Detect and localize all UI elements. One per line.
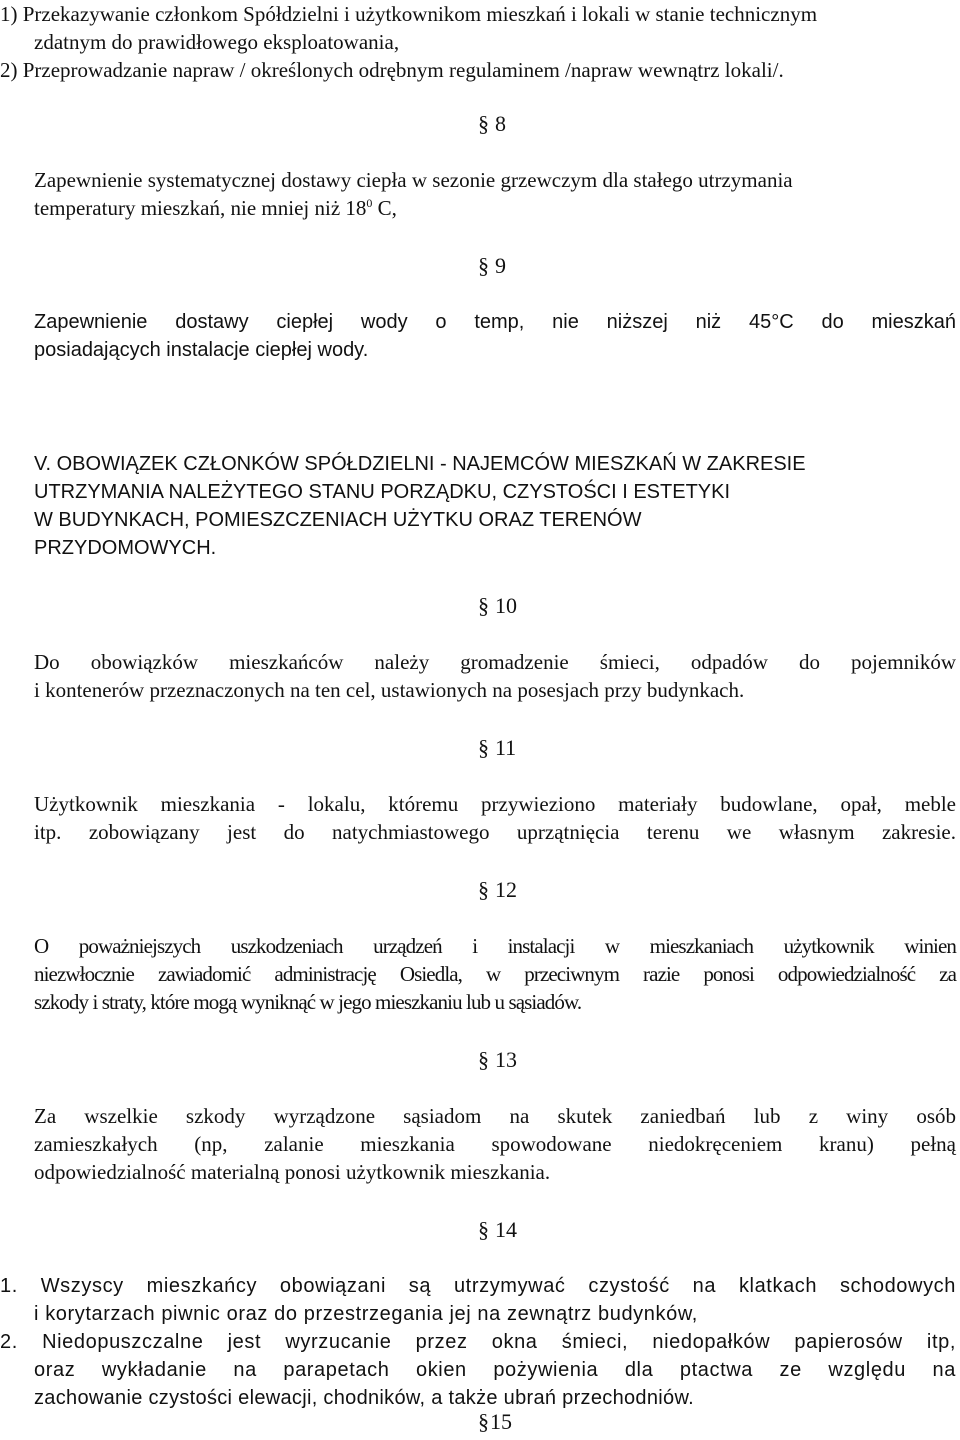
section-mark: § <box>478 735 489 760</box>
chapter-v-line-2: UTRZYMANIA NALEŻYTEGO STANU PORZĄDKU, CZYSTOŚCI I ESTETYKI <box>34 481 731 503</box>
section-11-paragraph <box>34 790 956 846</box>
section-10-line-2: i kontenerów przeznaczonych na ten cel, ustawionych na posesjach przy budynkach. <box>34 678 745 702</box>
intro-line-1: 1) Przekazywanie członkom Spółdzielni i użytkownikom mieszkań i lokali w stanie technicznym <box>0 2 818 26</box>
section-11-line-1: Użytkownik mieszkania - lokalu, któremu przywieziono materiały budowlane, opał, meble <box>34 792 956 816</box>
section-mark: § <box>478 593 489 618</box>
section-9-paragraph <box>34 308 956 364</box>
section-mark: § <box>478 253 489 278</box>
section-mark: § <box>478 1047 489 1072</box>
section-13-heading <box>478 1046 517 1074</box>
intro-line-3: 2) Przeprowadzanie napraw / określonych odrębnym regulaminem /napraw wewnątrz lokali/. <box>0 58 784 82</box>
section-mark: § <box>478 877 489 902</box>
section-number: 15 <box>490 1409 512 1434</box>
section-12-heading <box>478 876 517 904</box>
section-13-line-1: Za wszelkie szkody wyrządzone sąsiadom na skutek zaniedbań lub z winy osób <box>34 1104 956 1128</box>
section-14-list <box>0 1272 956 1412</box>
section-10-line-1: Do obowiązków mieszkańców należy gromadzenie śmieci, odpadów do pojemników <box>34 650 956 674</box>
section-12-line-2: niezwłocznie zawiadomić administrację Osiedla, w przeciwnym razie ponosi odpowiedzialność za <box>34 962 956 986</box>
section-11-heading <box>478 734 516 762</box>
section-9-line-1: Zapewnienie dostawy ciepłej wody o temp, nie niższej niż 45°C do mieszkań <box>34 311 956 333</box>
section-8-line-2: temperatury mieszkań, nie mniej niż $18^0$ C, <box>34 196 397 220</box>
section-mark: § <box>478 1409 489 1434</box>
section-13-line-2: zamieszkałych (np, zalanie mieszkania spowodowane niedokręceniem kranu) pełną <box>34 1132 956 1156</box>
section-14-item-1-line-1: 1. Wszyscy mieszkańcy obowiązani są utrzymywać czystość na klatkach schodowych <box>0 1275 956 1297</box>
section-14-item-2-line-2: oraz wykładanie na parapetach okien pożywienia dla ptactwa ze względu na <box>34 1359 956 1381</box>
section-10-heading <box>478 592 517 620</box>
section-12-line-3: szkody i straty, które mogą wyniknąć w jego mieszkaniu lub u sąsiadów. <box>34 990 582 1014</box>
chapter-v-line-3: W BUDYNKACH, POMIESZCZENIACH UŻYTKU ORAZ TERENÓW <box>34 509 642 531</box>
section-12-paragraph <box>34 932 956 1016</box>
section-number: 13 <box>495 1047 517 1072</box>
chapter-v-line-1: V. OBOWIĄZEK CZŁONKÓW SPÓŁDZIELNI - NAJEMCÓW MIESZKAŃ W ZAKRESIE <box>34 453 806 475</box>
section-number: 8 <box>495 111 506 136</box>
section-number: 14 <box>495 1217 517 1242</box>
section-14-heading <box>478 1216 517 1244</box>
section-9-line-2: posiadających instalacje ciepłej wody. <box>34 339 369 361</box>
section-10-paragraph <box>34 648 956 704</box>
section-number: 11 <box>495 735 517 760</box>
section-12-line-1: O poważniejszych uszkodzeniach urządzeń i instalacji w mieszkaniach użytkownik winien <box>34 934 956 958</box>
section-14-item-2-line-1: 2. Niedopuszczalne jest wyrzucanie przez okna śmieci, niedopałków papierosów itp, <box>0 1331 956 1353</box>
section-15-heading <box>478 1408 512 1436</box>
section-number: 9 <box>495 253 506 278</box>
section-13-line-3: odpowiedzialność materialną ponosi użytkownik mieszkania. <box>34 1160 551 1184</box>
section-11-line-2: itp. zobowiązany jest do natychmiastowego uprzątnięcia terenu we własnym zakresie. <box>34 820 956 844</box>
section-number: 10 <box>495 593 517 618</box>
section-mark: § <box>478 1217 489 1242</box>
chapter-v-heading <box>34 450 956 562</box>
section-mark: § <box>478 111 489 136</box>
section-14-item-2-line-3: zachowanie czystości elewacji, chodników, a także ubrań przechodniów. <box>34 1387 694 1409</box>
section-8-line-1: Zapewnienie systematycznej dostawy ciepła w sezonie grzewczym dla stałego utrzymania <box>34 168 793 192</box>
section-9-heading <box>478 252 506 280</box>
intro-line-2: zdatnym do prawidłowego eksploatowania, <box>34 30 400 54</box>
section-13-paragraph <box>34 1102 956 1186</box>
section-number: 12 <box>495 877 517 902</box>
section-8-heading <box>478 110 506 138</box>
chapter-v-line-4: PRZYDOMOWYCH. <box>34 537 217 559</box>
section-14-item-1-line-2: i korytarzach piwnic oraz do przestrzegania jej na zewnątrz budynków, <box>34 1303 698 1325</box>
